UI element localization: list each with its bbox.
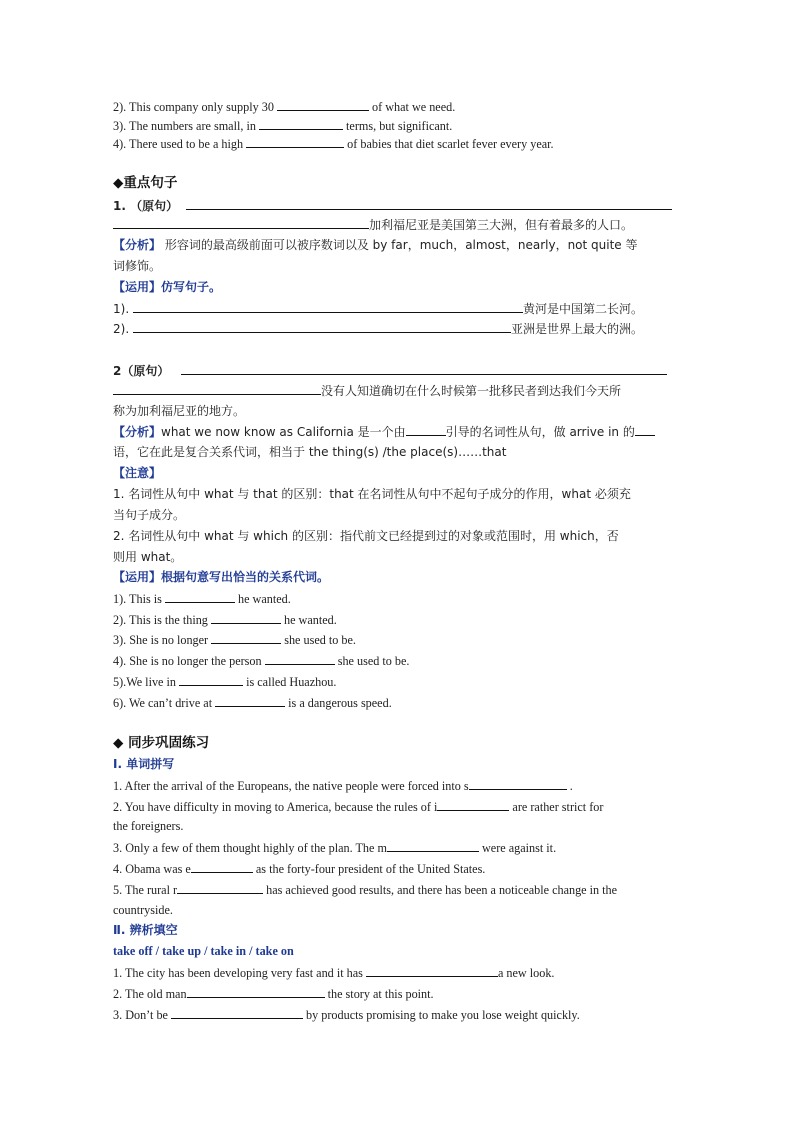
sentence-2-analysis bbox=[113, 423, 655, 440]
sentence-2-blank[interactable] bbox=[181, 362, 667, 375]
question-text: 5. The rural r bbox=[113, 883, 178, 897]
answer-blank[interactable] bbox=[179, 673, 243, 686]
exercise-text: 4). She is no longer the person bbox=[113, 654, 265, 668]
exercise-number: 1). bbox=[113, 302, 133, 316]
phrase-options: take off / take up / take in / take on bbox=[113, 944, 294, 958]
vocab-item-4-text-end: of babies that diet scarlet fever every year. bbox=[344, 137, 554, 151]
answer-blank[interactable] bbox=[133, 300, 523, 313]
sentence-1-exercise-1 bbox=[113, 300, 643, 317]
vocab-item-3-text: 3). The numbers are small, in bbox=[113, 119, 259, 133]
analysis-text-cont: 引导的名词性从句，做 arrive in 的 bbox=[445, 425, 635, 439]
part-1-title: Ⅰ. 单词拼写 bbox=[113, 757, 175, 771]
analysis-text: what we now know as California 是一个由 bbox=[161, 425, 406, 439]
phrase-question-3 bbox=[113, 1006, 580, 1023]
vocab-item-3-text-end: terms, but significant. bbox=[343, 119, 453, 133]
answer-blank[interactable] bbox=[387, 839, 479, 852]
question-text: 1. The city has been developing very fast and it has bbox=[113, 966, 366, 980]
exercise-number: 2). bbox=[113, 322, 133, 336]
exercise-text-end: she used to be. bbox=[334, 654, 410, 668]
sentence-1-label-line bbox=[113, 197, 672, 214]
practice-heading: ◆ 同步巩固练习 bbox=[113, 735, 210, 751]
spelling-question-4 bbox=[113, 860, 485, 877]
answer-blank[interactable] bbox=[171, 1006, 303, 1019]
analysis-tag: 【分析】 bbox=[113, 425, 162, 439]
answer-blank[interactable] bbox=[211, 611, 281, 624]
exercise-text: 3). She is no longer bbox=[113, 633, 212, 647]
answer-blank[interactable] bbox=[265, 652, 335, 665]
sentence-1-translation: 加利福尼亚是美国第三大洲，但有着最多的人口。 bbox=[369, 218, 634, 232]
exercise-text-end: she used to be. bbox=[281, 633, 356, 647]
sentence-1-blank[interactable] bbox=[186, 197, 672, 210]
question-text: 2. You have difficulty in moving to America, because the rules of i bbox=[113, 800, 438, 814]
answer-blank[interactable] bbox=[437, 798, 509, 811]
vocab-item-2-text: 2). This company only supply 30 bbox=[113, 100, 277, 114]
sentence-1-use-tag: 【运用】仿写句子。 bbox=[113, 280, 222, 294]
note-2: 2. 名词性从句中 what 与 which 的区别：指代前文已经提到过的对象或范围时，用 which，否 bbox=[113, 529, 619, 543]
question-text-end: are rather strict for bbox=[509, 800, 604, 814]
question-text: 4. Obama was e bbox=[113, 862, 191, 876]
relative-pronoun-exercise bbox=[113, 673, 336, 690]
answer-blank[interactable] bbox=[187, 985, 325, 998]
spelling-question-2-cont: the foreigners. bbox=[113, 819, 184, 833]
vocab-item-4 bbox=[113, 135, 554, 152]
spelling-question-5-cont: countryside. bbox=[113, 903, 173, 917]
question-text: 1. After the arrival of the Europeans, the native people were forced into s bbox=[113, 779, 469, 793]
question-text-end: . bbox=[566, 779, 573, 793]
answer-blank[interactable] bbox=[469, 777, 567, 790]
answer-blank[interactable] bbox=[246, 135, 344, 148]
exercise-text: 1). This is bbox=[113, 592, 165, 606]
sentence-1-blank-2[interactable] bbox=[113, 216, 369, 229]
sentence-2-label-line bbox=[113, 362, 667, 379]
sentence-1-analysis-cont: 词修饰。 bbox=[113, 259, 162, 273]
answer-blank[interactable] bbox=[211, 631, 281, 644]
sentence-2-translation-line bbox=[113, 382, 621, 399]
sentence-2-analysis-cont: 语，它在此是复合关系代词，相当于 the thing(s) /the place(s)……that bbox=[113, 445, 507, 459]
exercise-text-end: he wanted. bbox=[234, 592, 291, 606]
sentence-2-translation: 没有人知道确切在什么时候第一批移民者到达我们今天所 bbox=[321, 384, 622, 398]
answer-blank[interactable] bbox=[366, 964, 498, 977]
exercise-text: 2). This is the thing bbox=[113, 613, 211, 627]
exercise-prompt: 亚洲是世界上最大的洲。 bbox=[510, 322, 643, 336]
exercise-text: 5).We live in bbox=[113, 675, 180, 689]
analysis-tag: 【分析】 bbox=[113, 238, 162, 252]
sentence-1-label: 1. （原句） bbox=[113, 199, 179, 213]
vocab-item-4-text: 4). There used to be a high bbox=[113, 137, 247, 151]
note-tag: 【注意】 bbox=[113, 466, 162, 480]
vocab-item-2-text-end: of what we need. bbox=[368, 100, 456, 114]
question-text-end: were against it. bbox=[478, 841, 557, 855]
phrase-question-1 bbox=[113, 964, 554, 981]
relative-pronoun-exercise bbox=[113, 694, 392, 711]
key-sentences-heading: ◆重点句子 bbox=[113, 175, 178, 191]
question-text-end: the story at this point. bbox=[324, 987, 434, 1001]
question-text-end: as the forty-four president of the United States. bbox=[252, 862, 486, 876]
sentence-2-use-tag: 【运用】根据句意写出恰当的关系代词。 bbox=[113, 570, 330, 584]
phrase-question-2 bbox=[113, 985, 434, 1002]
answer-blank[interactable] bbox=[635, 423, 655, 436]
exercise-text: 6). We can’t drive at bbox=[113, 696, 216, 710]
sentence-1-analysis bbox=[113, 237, 638, 253]
note-2-cont: 则用 what。 bbox=[113, 550, 183, 564]
sentence-2-blank-2[interactable] bbox=[113, 382, 321, 395]
spelling-question-1 bbox=[113, 777, 573, 794]
note-1: 1. 名词性从句中 what 与 that 的区别：that 在名词性从句中不起句子成分的作用，what 必须充 bbox=[113, 487, 631, 501]
question-text-end: has achieved good results, and there has been a noticeable change in the bbox=[263, 883, 618, 897]
answer-blank[interactable] bbox=[406, 423, 446, 436]
answer-blank[interactable] bbox=[177, 881, 263, 894]
exercise-text-end: he wanted. bbox=[280, 613, 337, 627]
answer-blank[interactable] bbox=[215, 694, 285, 707]
answer-blank[interactable] bbox=[191, 860, 253, 873]
answer-blank[interactable] bbox=[133, 320, 511, 333]
note-1-cont: 当句子成分。 bbox=[113, 508, 186, 522]
spelling-question-3 bbox=[113, 839, 556, 856]
answer-blank[interactable] bbox=[277, 98, 369, 111]
question-text-end: a new look. bbox=[497, 966, 555, 980]
spelling-question-5 bbox=[113, 881, 617, 898]
sentence-2-translation-cont: 称为加利福尼亚的地方。 bbox=[113, 404, 246, 418]
question-text: 3. Only a few of them thought highly of the plan. The m bbox=[113, 841, 387, 855]
relative-pronoun-exercise bbox=[113, 611, 337, 628]
part-2-title: Ⅱ. 辨析填空 bbox=[113, 923, 178, 937]
sentence-1-exercise-2 bbox=[113, 320, 643, 337]
exercise-text-end: is called Huazhou. bbox=[243, 675, 337, 689]
spelling-question-2 bbox=[113, 798, 603, 815]
question-text: 2. The old man bbox=[113, 987, 187, 1001]
sentence-1-translation-line bbox=[113, 216, 633, 233]
exercise-text-end: is a dangerous speed. bbox=[285, 696, 392, 710]
question-text: 3. Don’t be bbox=[113, 1008, 171, 1022]
answer-blank[interactable] bbox=[259, 117, 343, 130]
sentence-2-label: 2（原句） bbox=[113, 364, 170, 378]
relative-pronoun-exercise bbox=[113, 652, 409, 669]
vocab-item-2 bbox=[113, 98, 455, 115]
analysis-text: 形容词的最高级前面可以被序数词以及 by far，much，almost，nearly，not quite 等 bbox=[161, 238, 638, 252]
exercise-prompt: 黄河是中国第二长河。 bbox=[522, 302, 643, 316]
vocab-item-3 bbox=[113, 117, 452, 134]
question-text-end: by products promising to make you lose weight quickly. bbox=[303, 1008, 580, 1022]
relative-pronoun-exercise bbox=[113, 631, 356, 648]
answer-blank[interactable] bbox=[165, 590, 235, 603]
relative-pronoun-exercise bbox=[113, 590, 291, 607]
